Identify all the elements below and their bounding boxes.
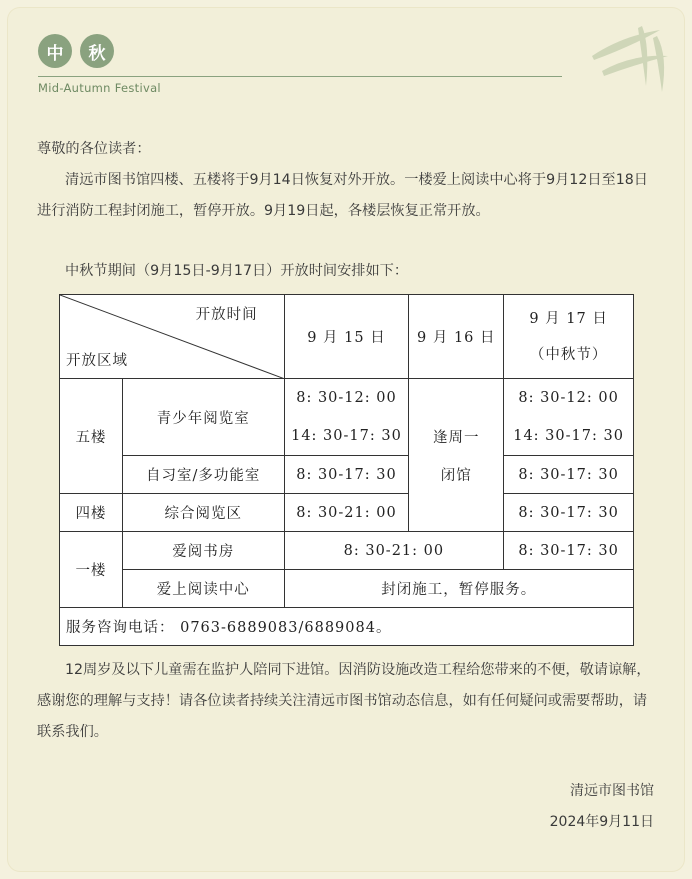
floor-4-label: 四楼 <box>60 494 123 532</box>
teen-sep17-hours <box>504 379 634 456</box>
col-header-sep16: 9 月 16 日 <box>409 295 504 379</box>
signature-date: 2024年9月11日 <box>549 814 654 830</box>
area-reading-center: 爱上阅读中心 <box>122 570 284 608</box>
study-sep15-hours: 8: 30-17: 30 <box>284 456 409 494</box>
signature-org: 清远市图书馆 <box>570 783 654 799</box>
service-hotline: 服务咨询电话： 0763-6889083/6889084。 <box>60 608 634 646</box>
schedule-table <box>59 294 634 646</box>
floor-5-label: 五楼 <box>60 379 123 494</box>
area-study-room: 自习室/多功能室 <box>122 456 284 494</box>
teen-sep15-hours <box>284 379 409 456</box>
corner-label-area: 开放区域 <box>66 353 128 369</box>
area-aiyue-bookroom: 爱阅书房 <box>122 532 284 570</box>
teen-sep17-morning: 8: 30-12: 00 <box>518 390 619 406</box>
study-sep17-hours: 8: 30-17: 30 <box>504 456 634 494</box>
corner-label-time: 开放时间 <box>195 307 258 323</box>
area-general-reading: 综合阅览区 <box>122 494 284 532</box>
general-sep17-hours: 8: 30-17: 30 <box>504 494 634 532</box>
col-header-sep17-holiday: （中秋节） <box>529 346 608 363</box>
teen-sep15-afternoon: 14: 30-17: 30 <box>291 428 402 444</box>
mid-autumn-badge-zhong: 中 <box>38 34 72 68</box>
monday-closed-line2: 闭馆 <box>440 468 472 484</box>
reading-center-status: 封闭施工，暂停服务。 <box>284 570 633 608</box>
greeting: 尊敬的各位读者： <box>37 141 151 157</box>
table-corner-cell <box>60 295 285 379</box>
bamboo-leaf-icon <box>582 16 682 96</box>
col-header-sep15: 9 月 15 日 <box>284 295 409 379</box>
notice-paragraph-1: 清远市图书馆四楼、五楼将于9月14日恢复对外开放。一楼爱上阅读中心将于9月12日至18日进行消防工程封闭施工，暂停开放。9月19日起，各楼层恢复正常开放。 <box>37 172 648 219</box>
general-sep15-hours: 8: 30-21: 00 <box>284 494 409 532</box>
teen-sep17-afternoon: 14: 30-17: 30 <box>513 428 624 444</box>
floor-1-label: 一楼 <box>60 532 123 608</box>
col-header-sep17-date: 9 月 17 日 <box>529 310 608 327</box>
bookroom-sep17-hours: 8: 30-17: 30 <box>504 532 634 570</box>
notice-paragraph-3: 12周岁及以下儿童需在监护人陪同下进馆。因消防设施改造工程给您带来的不便，敬请谅解，感谢您的理解与支持！请各位读者持续关注清远市图书馆动态信息，如有任何疑问或需要帮助，请联系我们。 <box>37 662 651 740</box>
mid-autumn-badge-qiu: 秋 <box>80 34 114 68</box>
monday-closed-cell <box>409 379 504 532</box>
notice-paragraph-2: 中秋节期间（9月15日-9月17日）开放时间安排如下： <box>65 263 409 279</box>
monday-closed-line1: 逢周一 <box>433 430 480 446</box>
col-header-sep17 <box>504 295 634 379</box>
area-teen-reading: 青少年阅览室 <box>122 379 284 456</box>
teen-sep15-morning: 8: 30-12: 00 <box>296 390 397 406</box>
header-subtitle: Mid-Autumn Festival <box>38 81 161 95</box>
header-divider <box>38 76 562 77</box>
bookroom-sep15-16-hours: 8: 30-21: 00 <box>284 532 504 570</box>
